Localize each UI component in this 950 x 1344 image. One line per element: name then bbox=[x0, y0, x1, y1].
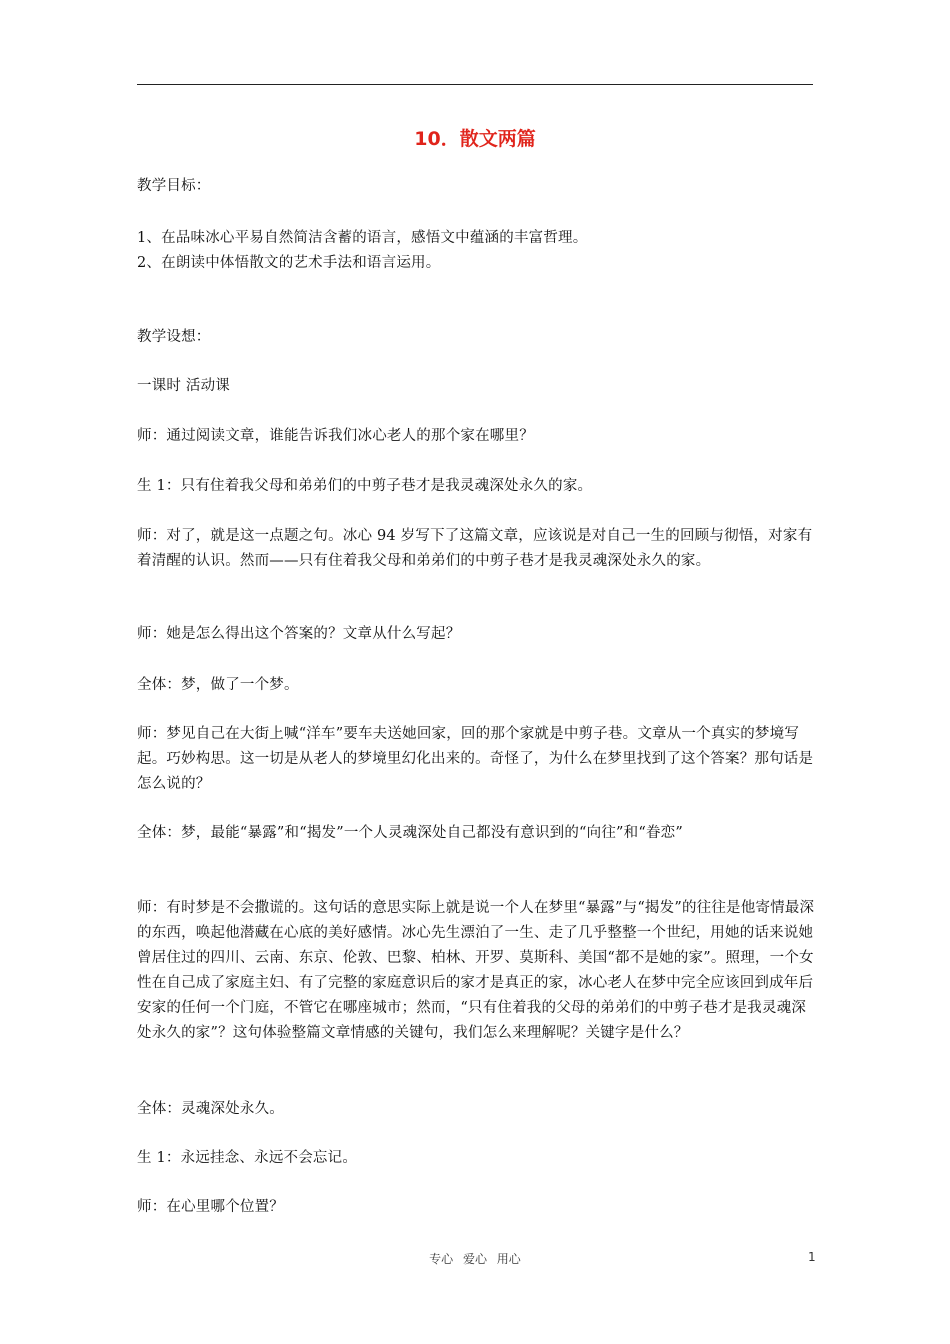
paragraph-teaching-goals-heading: 教学目标： bbox=[137, 178, 211, 194]
paragraph-dialogue: 生 1：永远挂念、永远不会忘记。 bbox=[137, 1150, 358, 1166]
paragraph-dialogue: 全体：梦，做了一个梦。 bbox=[137, 677, 299, 693]
paragraph-lesson-type: 一课时 活动课 bbox=[137, 378, 231, 394]
paragraph-dialogue: 全体：灵魂深处永久。 bbox=[137, 1101, 284, 1117]
page-title: 10．散文两篇 bbox=[414, 128, 536, 150]
paragraph-dialogue: 师：通过阅读文章，谁能告诉我们冰心老人的那个家在哪里？ bbox=[137, 428, 534, 444]
paragraph-goal-1: 1、在品味冰心平易自然简洁含蓄的语言，感悟文中蕴涵的丰富哲理。 bbox=[137, 230, 588, 246]
paragraph-dialogue: 师：有时梦是不会撒谎的。这句话的意思实际上就是说一个人在梦里“暴露”与“揭发”的往往是他寄情最深的东西，唤起他潜藏在心底的美好感情。冰心先生漂泊了一生、走了几乎整整一个世纪，用她的话来说她曾居住过的四川、云南、东京、伦敦、巴黎、柏林、开罗、莫斯科、美国“都不是她的家”。照理，一个女性在自己成了家庭主妇、有了完整的家庭意识后的家才是真正的家，冰心老人在梦中完全应该回到成年后安家的任何一个门庭，不管它在哪座城市；然而，“只有住着我的父母的弟弟们的中剪子巷才是我灵魂深处永久的家”？这句体验整篇文章情感的关键句，我们怎么来理解呢？关键字是什么？ bbox=[137, 900, 815, 1041]
paragraph-teaching-design-heading: 教学设想： bbox=[137, 329, 211, 345]
paragraph-dialogue: 生 1：只有住着我父母和弟弟们的中剪子巷才是我灵魂深处永久的家。 bbox=[137, 478, 593, 494]
paragraph-goal-2: 2、在朗读中体悟散文的艺术手法和语言运用。 bbox=[137, 255, 441, 271]
page-number: 1 bbox=[808, 1250, 816, 1264]
paragraph-dialogue: 师：梦见自己在大街上喊“洋车”要车夫送她回家，回的那个家就是中剪子巷。文章从一个真实的梦境写起。巧妙构思。这一切是从老人的梦境里幻化出来的。奇怪了，为什么在梦里找到了这个答案？那句话是怎么说的？ bbox=[137, 726, 814, 792]
paragraph-dialogue: 全体：梦，最能“暴露”和“揭发”一个人灵魂深处自己都没有意识到的“向往”和“眷恋” bbox=[137, 825, 683, 841]
header-rule bbox=[137, 84, 813, 85]
paragraph-dialogue: 师：对了，就是这一点题之句。冰心 94 岁写下了这篇文章，应该说是对自己一生的回顾与彻悟，对家有着清醒的认识。然而——只有住着我父母和弟弟们的中剪子巷才是我灵魂深处永久的家。 bbox=[137, 528, 813, 569]
paragraph-dialogue: 师：她是怎么得出这个答案的？文章从什么写起？ bbox=[137, 626, 461, 642]
footer-motto: 专心 爱心 用心 bbox=[429, 1252, 521, 1266]
paragraph-dialogue: 师：在心里哪个位置？ bbox=[137, 1199, 284, 1215]
